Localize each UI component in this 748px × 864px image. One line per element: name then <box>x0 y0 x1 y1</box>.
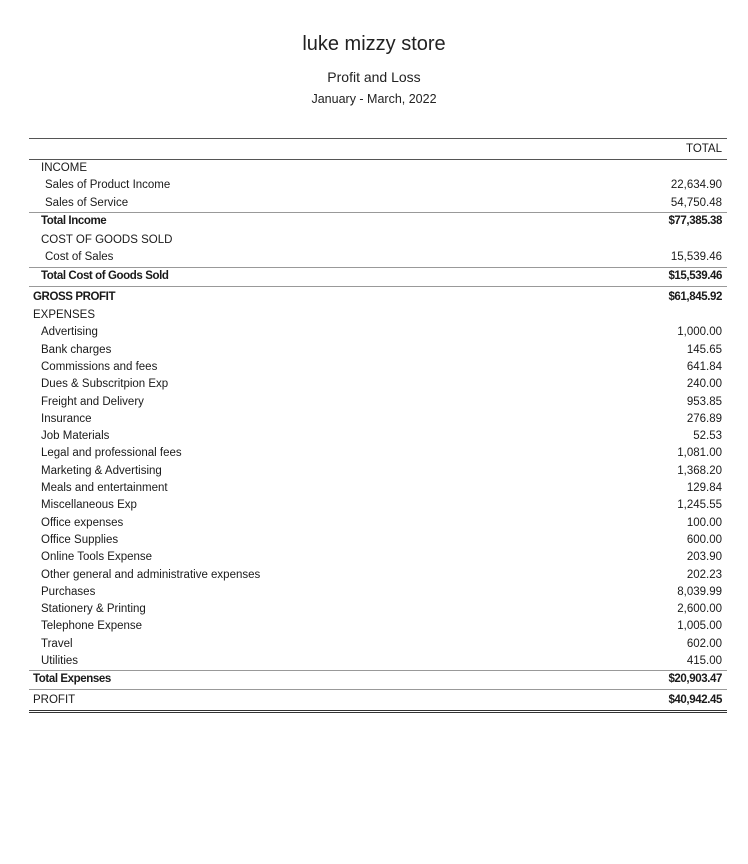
line-item-amount: 1,005.00 <box>677 620 722 633</box>
line-item-label: Online Tools Expense <box>41 551 153 564</box>
line-item-label: Utilities <box>41 655 79 668</box>
line-item-amount: 129.84 <box>686 482 722 495</box>
line-item-amount: 100.00 <box>686 516 722 529</box>
gross-profit-label: GROSS PROFIT <box>33 291 116 304</box>
line-item-label: Freight and Delivery <box>41 395 144 408</box>
line-item-label: Legal and professional fees <box>41 447 182 460</box>
line-item-row <box>29 584 727 601</box>
line-item-amount: 641.84 <box>686 360 722 373</box>
income-items <box>29 177 727 212</box>
line-item-label: Stationery & Printing <box>41 603 146 616</box>
line-item-row <box>29 480 727 497</box>
total-cogs-row <box>29 267 727 285</box>
line-item-label: Advertising <box>41 326 98 339</box>
gross-profit-row <box>29 286 727 307</box>
total-label: Total Expenses <box>33 673 111 686</box>
line-item-amount: 415.00 <box>686 655 722 668</box>
line-item-row <box>29 411 727 428</box>
line-item-amount: 602.00 <box>686 637 722 650</box>
section-heading-label: COST OF GOODS SOLD <box>41 234 173 247</box>
section-heading-label: EXPENSES <box>33 309 95 322</box>
line-item-label: Sales of Product Income <box>45 179 171 192</box>
line-item-amount: 203.90 <box>686 551 722 564</box>
line-item-label: Meals and entertainment <box>41 482 168 495</box>
line-item-amount: 240.00 <box>686 378 722 391</box>
line-item-label: Insurance <box>41 412 92 425</box>
column-header <box>29 139 727 160</box>
total-label: Total Income <box>41 214 107 227</box>
line-item-row <box>29 532 727 549</box>
line-item-label: Commissions and fees <box>41 360 158 373</box>
line-item-row <box>29 601 727 618</box>
section-heading-income <box>29 160 727 177</box>
line-item-row <box>29 445 727 462</box>
line-item-row <box>29 359 727 376</box>
line-item-amount: 1,245.55 <box>677 499 722 512</box>
section-heading-cogs <box>29 232 727 249</box>
line-item-label: Cost of Sales <box>45 251 114 264</box>
total-amount: $77,385.38 <box>668 214 722 227</box>
company-name: luke mizzy store <box>302 33 446 55</box>
line-item-amount: 145.65 <box>686 343 722 356</box>
line-item-amount: 1,368.20 <box>677 464 722 477</box>
line-item-row <box>29 177 727 194</box>
profit-amount: $40,942.45 <box>668 693 722 706</box>
line-item-row <box>29 549 727 566</box>
profit-row <box>29 689 727 713</box>
report-title: Profit and Loss <box>327 69 421 85</box>
line-item-amount: 22,634.90 <box>670 179 722 192</box>
line-item-label: Other general and administrative expenses <box>41 568 261 581</box>
line-item-amount: 15,539.46 <box>670 251 722 264</box>
line-item-label: Travel <box>41 637 73 650</box>
line-item-amount: 953.85 <box>686 395 722 408</box>
line-item-row <box>29 195 727 212</box>
line-item-amount: 276.89 <box>686 412 722 425</box>
line-item-label: Sales of Service <box>45 196 129 209</box>
line-item-amount: 202.23 <box>686 568 722 581</box>
line-item-row <box>29 324 727 341</box>
line-item-row <box>29 567 727 584</box>
cogs-items <box>29 249 727 266</box>
line-item-row <box>29 497 727 514</box>
line-item-amount: 54,750.48 <box>670 196 722 209</box>
total-expenses-row <box>29 670 727 688</box>
report-period: January - March, 2022 <box>311 92 437 106</box>
line-item-row <box>29 636 727 653</box>
line-item-label: Office expenses <box>41 516 124 529</box>
line-item-amount: 8,039.99 <box>677 585 722 598</box>
total-amount: $15,539.46 <box>668 269 722 282</box>
line-item-row <box>29 428 727 445</box>
line-item-label: Marketing & Advertising <box>41 464 162 477</box>
line-item-amount: 52.53 <box>693 430 722 443</box>
line-item-row <box>29 653 727 670</box>
total-column-label: TOTAL <box>686 143 722 155</box>
line-item-row <box>29 249 727 266</box>
total-amount: $20,903.47 <box>668 673 722 686</box>
gross-profit-amount: $61,845.92 <box>668 291 722 304</box>
line-item-amount: 1,081.00 <box>677 447 722 460</box>
line-item-label: Purchases <box>41 585 96 598</box>
profit-and-loss-table <box>29 138 727 713</box>
profit-label: PROFIT <box>33 693 76 706</box>
expense-items <box>29 324 727 670</box>
line-item-label: Miscellaneous Exp <box>41 499 137 512</box>
line-item-row <box>29 618 727 635</box>
line-item-label: Dues & Subscritpion Exp <box>41 378 169 391</box>
section-heading-label: INCOME <box>41 162 87 174</box>
total-income-row <box>29 212 727 230</box>
line-item-amount: 1,000.00 <box>677 326 722 339</box>
line-item-amount: 2,600.00 <box>677 603 722 616</box>
section-heading-expenses <box>29 307 727 324</box>
line-item-row <box>29 515 727 532</box>
line-item-row <box>29 394 727 411</box>
line-item-label: Telephone Expense <box>41 620 143 633</box>
line-item-row <box>29 342 727 359</box>
total-label: Total Cost of Goods Sold <box>41 269 169 282</box>
line-item-amount: 600.00 <box>686 533 722 546</box>
line-item-label: Bank charges <box>41 343 112 356</box>
line-item-row <box>29 376 727 393</box>
line-item-row <box>29 463 727 480</box>
line-item-label: Job Materials <box>41 430 110 443</box>
line-item-label: Office Supplies <box>41 533 119 546</box>
